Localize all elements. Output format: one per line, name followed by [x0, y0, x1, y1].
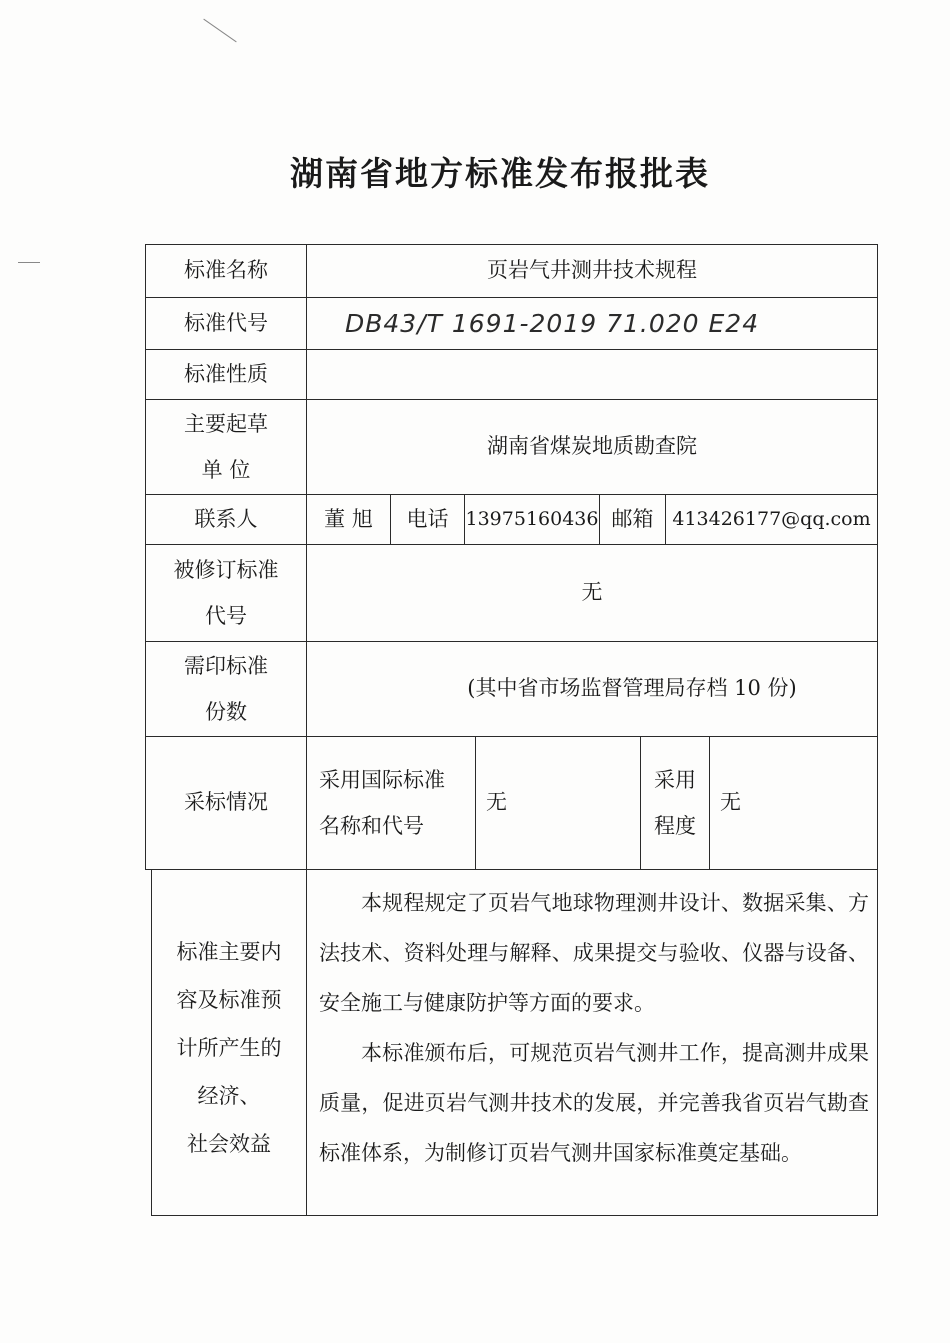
- main-content-label: 标准主要内 容及标准预 计所产生的 经济、 社会效益: [151, 869, 307, 1216]
- scan-mark: [203, 19, 236, 43]
- phone-value: 13975160436: [464, 494, 600, 545]
- standard-nature-label: 标准性质: [145, 349, 307, 400]
- revised-standard-value: 无: [306, 544, 878, 642]
- standard-nature-value: [306, 349, 878, 400]
- print-copies-label: 需印标准 份数: [145, 641, 307, 737]
- intl-standard-label: 采用国际标准 名称和代号: [306, 736, 476, 870]
- print-copies-value: (其中省市场监督管理局存档 10 份): [306, 641, 878, 737]
- standard-code-label: 标准代号: [145, 297, 307, 350]
- contact-label: 联系人: [145, 494, 307, 545]
- page-title: 湖南省地方标准发布报批表: [290, 154, 710, 193]
- contact-name: 董 旭: [306, 494, 391, 545]
- main-content-value: [306, 869, 878, 1216]
- intl-standard-value: 无: [475, 736, 641, 870]
- standard-code-handwritten: DB43/T 1691-2019 71.020 E24: [306, 297, 878, 350]
- adoption-degree-label: 采用 程度: [640, 736, 710, 870]
- drafting-unit-label: 主要起草 单 位: [145, 399, 307, 495]
- revised-standard-label: 被修订标准 代号: [145, 544, 307, 642]
- content-paragraph: 本规程规定了页岩气地球物理测井设计、数据采集、方法技术、资料处理与解释、成果提交与验收、仪器与设备、安全施工与健康防护等方面的要求。: [319, 891, 869, 1015]
- email-label: 邮箱: [599, 494, 666, 545]
- standard-name-value: 页岩气井测井技术规程: [306, 244, 878, 298]
- email-value: 413426177@qq.com: [665, 494, 878, 545]
- drafting-unit-value: 湖南省煤炭地质勘查院: [306, 399, 878, 495]
- adoption-label: 采标情况: [145, 736, 307, 870]
- scan-mark: [18, 262, 40, 263]
- approval-form: [145, 244, 878, 1216]
- standard-name-label: 标准名称: [145, 244, 307, 298]
- phone-label: 电话: [390, 494, 465, 545]
- content-paragraph: 本标准颁布后，可规范页岩气测井工作，提高测井成果质量，促进页岩气测井技术的发展，并完善我省页岩气勘查标准体系，为制修订页岩气测井国家标准奠定基础。: [319, 1041, 869, 1165]
- adoption-degree-value: 无: [709, 736, 878, 870]
